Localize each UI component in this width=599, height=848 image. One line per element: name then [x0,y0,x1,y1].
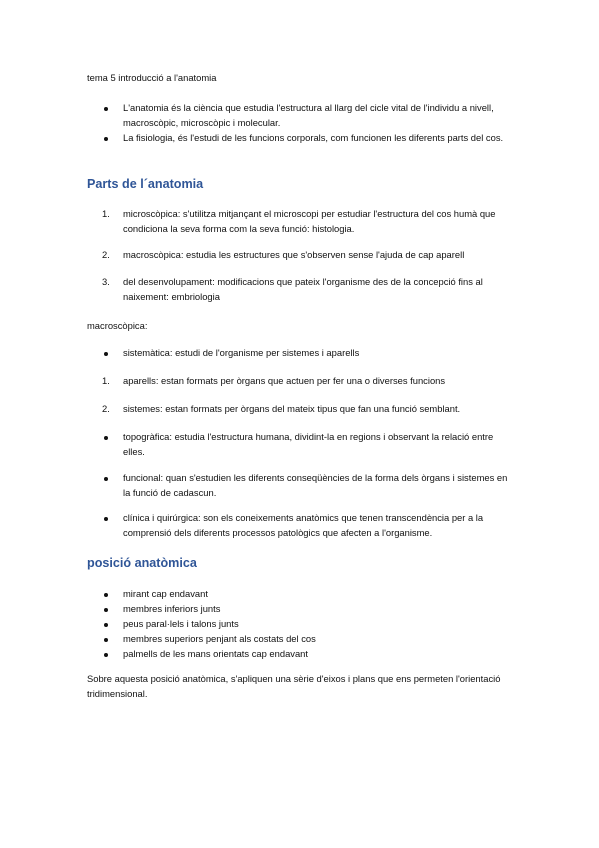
bullet-icon [104,130,118,145]
list-item-text: sistemes: estan formats per òrgans del mateix tipus que fan una funció semblant. [123,403,461,414]
list-item [87,631,517,646]
list-item-text: L'anatomia és la ciència que estudia l'estructura al llarg del cicle vital de l'individu a nivell, macroscòpic, microscòpic i molecular. [123,102,494,128]
section-heading-parts: Parts de l´anatomia [87,177,204,191]
list-item [87,470,517,500]
bullet-icon [104,601,118,616]
bullet-icon [104,616,118,631]
list-item [87,130,517,145]
macro-label: macroscòpica: [87,320,148,331]
list-number: 1. [102,208,110,219]
bullet-icon [104,631,118,646]
bullet-icon [104,345,118,360]
list-number: 2. [102,403,110,414]
list-item-text: microscòpica: s'utilitza mitjançant el microscopi per estudiar l'estructura del cos humà que condiciona la seva forma com la seva funció: histologia. [123,208,496,234]
list-item [87,510,517,540]
closing-paragraph: Sobre aquesta posició anatòmica, s'apliquen una sèrie d'eixos i plans que ens permeten l'orientació tridimensional. [87,673,501,699]
list-item [87,586,517,601]
bullet-icon [104,510,118,525]
list-item-text: aparells: estan formats per òrgans que actuen per fer una o diverses funcions [123,375,446,386]
list-item-text: membres superiors penjant als costats del cos [123,633,316,644]
list-item-text: funcional: quan s'estudien les diferents conseqüències de la forma dels òrgans i sistemes en la funció de cadascun. [123,472,508,498]
list-item [87,646,517,661]
list-item [87,345,517,360]
list-item [87,274,517,304]
list-item-text: macroscòpica: estudia les estructures que s'observen sense l'ajuda de cap aparell [123,249,465,260]
list-item-text: membres inferiors junts [123,603,221,614]
list-item [87,401,517,416]
list-item-text: sistemàtica: estudi de l'organisme per sistemes i aparells [123,347,360,358]
list-item-text: clínica i quirúrgica: son els coneixements anatòmics que tenen transcendència per a la comprensió dels diferents processos patològics que afecten a l'organisme. [123,512,484,538]
bullet-icon [104,586,118,601]
list-item [87,429,517,459]
list-item-text: peus paral·lels i talons junts [123,618,239,629]
bullet-icon [104,646,118,661]
list-number: 2. [102,249,110,260]
list-item-text: palmells de les mans orientats cap endavant [123,648,309,659]
list-item-text: topogràfica: estudia l'estructura humana, dividint-la en regions i observant la relació entre elles. [123,431,494,457]
bullet-icon [104,429,118,444]
list-item [87,373,517,388]
list-item [87,247,517,262]
list-number: 1. [102,375,110,386]
list-item [87,601,517,616]
list-item [87,100,517,130]
section-heading-position: posició anatòmica [87,556,197,570]
bullet-icon [104,470,118,485]
list-item [87,206,517,236]
list-item-text: mirant cap endavant [123,588,208,599]
list-item-text: La fisiologia, és l'estudi de les funcions corporals, com funcionen les diferents parts del cos. [123,132,504,143]
bullet-icon [104,100,118,115]
list-item [87,616,517,631]
list-number: 3. [102,276,110,287]
list-item-text: del desenvolupament: modificacions que pateix l'organisme des de la concepció fins al naixement: embriologia [123,276,483,302]
document-title: tema 5 introducció a l'anatomia [87,72,217,83]
